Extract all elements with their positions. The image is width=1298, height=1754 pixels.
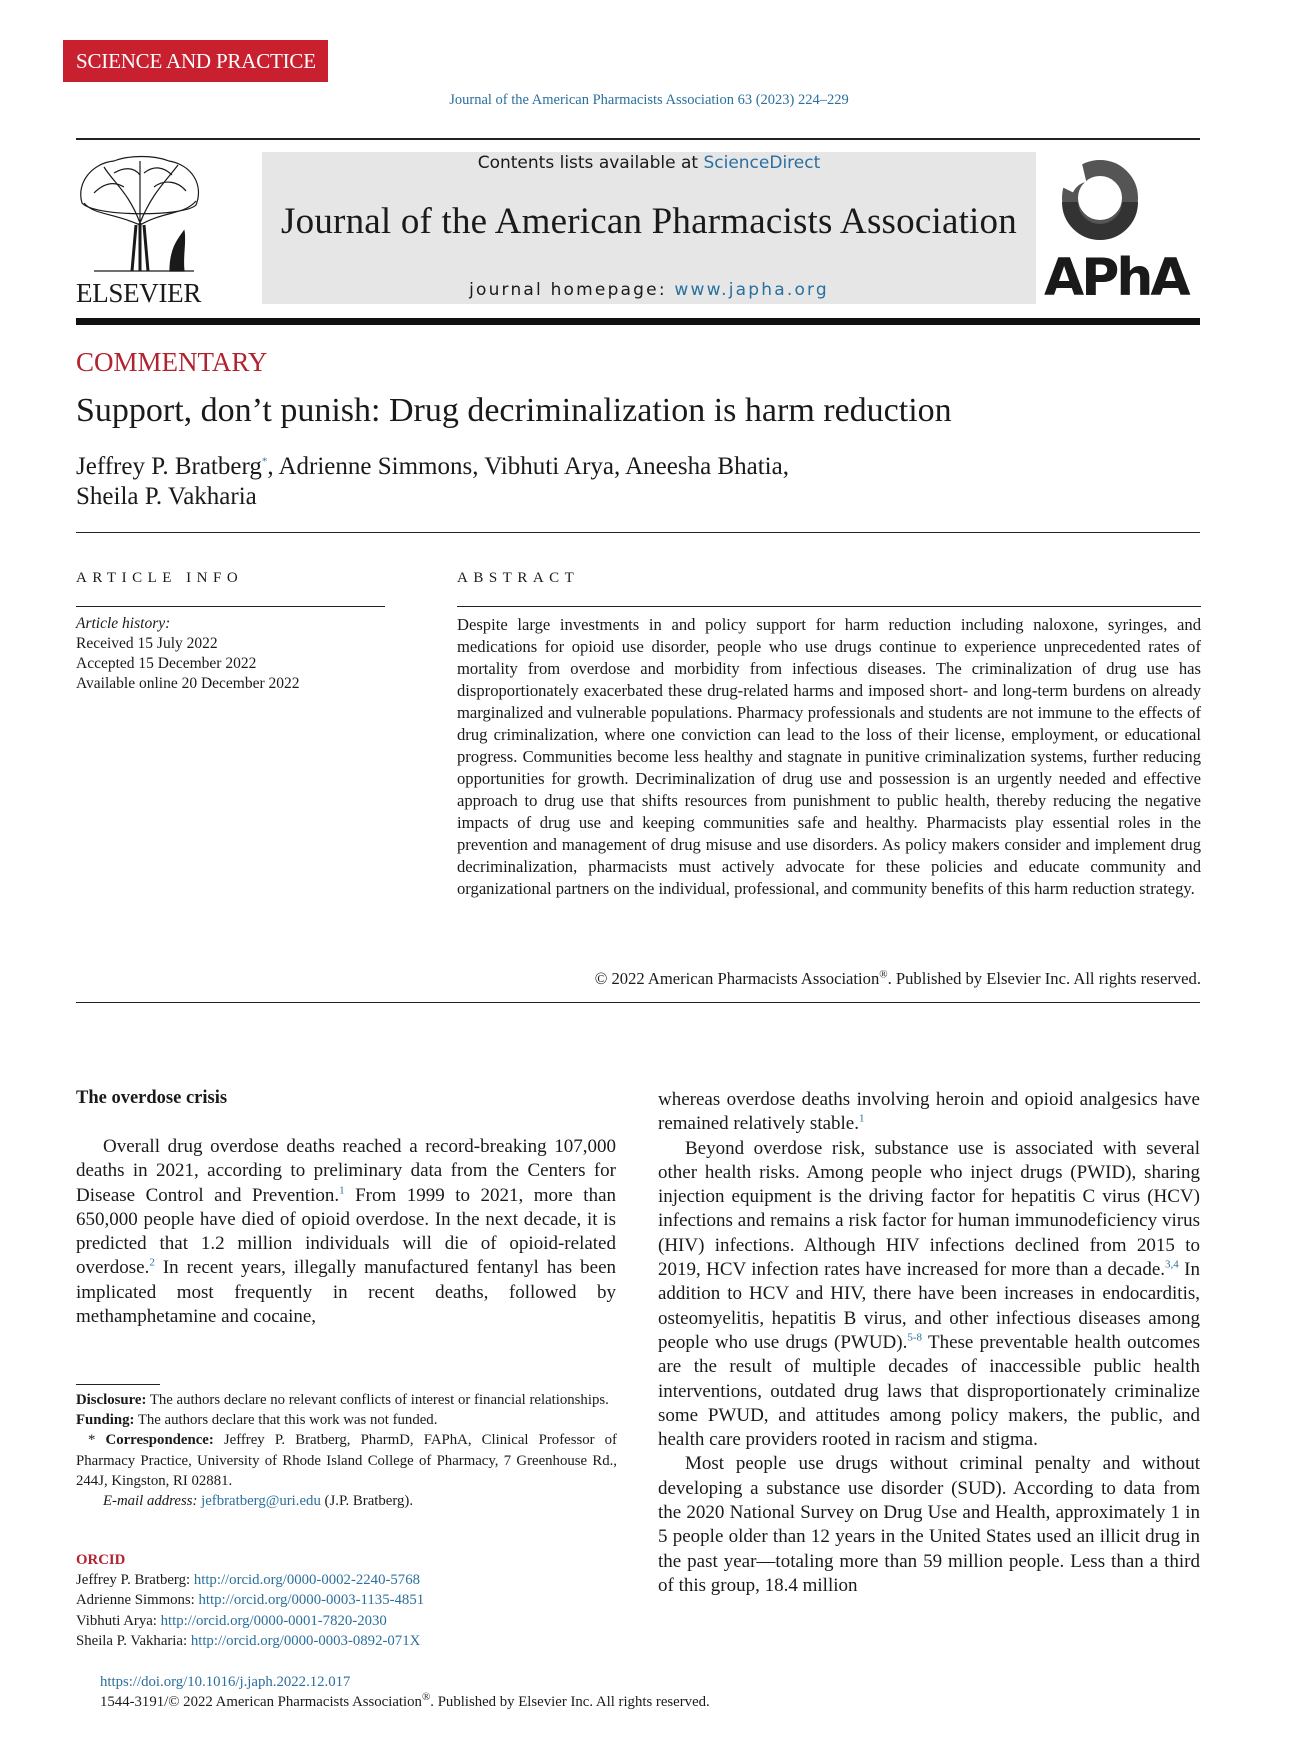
abstract-rule <box>457 606 1201 607</box>
authors-rest: , Adrienne Simmons, Vibhuti Arya, Aneesha Bhatia, <box>267 453 789 480</box>
ref-link[interactable]: 5-8 <box>907 1331 923 1344</box>
body-right-column <box>658 1088 1200 1598</box>
orcid-name: Jeffrey P. Bratberg: <box>76 1572 194 1589</box>
journal-homepage-line <box>262 280 1036 300</box>
funding-text: The authors declare that this work was not funded. <box>134 1412 438 1429</box>
ref-link[interactable]: 2 <box>149 1257 155 1270</box>
orcid-link[interactable]: http://orcid.org/0000-0003-0892-071X <box>190 1632 421 1649</box>
history-label: Article history: <box>76 615 171 632</box>
journal-title: Journal of the American Pharmacists Association <box>281 201 1017 242</box>
orcid-name: Adrienne Simmons: <box>76 1592 199 1609</box>
correspondence-note <box>76 1430 617 1491</box>
contents-prefix: Contents lists available at <box>477 153 704 173</box>
email-note <box>76 1491 617 1511</box>
text-run: These preventable health outcomes are the result of multiple decades of inaccessible public health interventions, outdated drug laws that disproportionately criminalize some PWUD, and attitudes among policy makers, the public, and health care providers rooted in racism and stigma. <box>658 1331 1200 1451</box>
disclosure-note <box>76 1390 617 1410</box>
orcid-link[interactable]: http://orcid.org/0000-0001-7820-2030 <box>160 1612 387 1629</box>
disclosure-text: The authors declare no relevant conflicts of interest or financial relationships. <box>146 1392 609 1408</box>
received-date: Received 15 July 2022 <box>76 635 218 652</box>
text-run: In addition to HCV and HIV, there have been increases in endocarditis, osteomyelitis, hepatitis B virus, and other infectious diseases among people who use drugs (PWUD). <box>658 1259 1200 1353</box>
email-suffix: (J.P. Bratberg). <box>320 1493 414 1510</box>
abstract-bottom-rule <box>76 1002 1200 1003</box>
corr-marker: * <box>88 1432 96 1449</box>
page-footer <box>100 1672 710 1712</box>
author-list <box>76 452 956 512</box>
issn-a: 1544-3191/© 2022 American Pharmacists Association <box>100 1694 422 1710</box>
copyright-b: . Published by Elsevier Inc. All rights reserved. <box>887 969 1201 988</box>
article-info-rule <box>76 606 385 607</box>
ref-link[interactable]: 3,4 <box>1165 1258 1179 1271</box>
sciencedirect-link[interactable]: ScienceDirect <box>703 153 821 173</box>
corresponding-author-marker[interactable]: * <box>261 455 268 468</box>
corr-label: Correspondence: <box>95 1432 214 1449</box>
funding-note <box>76 1410 617 1430</box>
text-run: From 1999 to 2021, more than 650,000 people have died of opioid overdose. In the next decade, it is predicted that 1.2 million individuals will die of opioid-related overdose. <box>76 1184 617 1279</box>
author-vakharia: Sheila P. Vakharia <box>76 483 257 510</box>
masthead-rule <box>76 318 1200 325</box>
accepted-date: Accepted 15 December 2022 <box>76 655 257 672</box>
email-label: E-mail address: <box>103 1493 198 1510</box>
authors-rule <box>76 532 1200 533</box>
registered-mark: ® <box>879 968 888 981</box>
corr-text: Jeffrey P. Bratberg, PharmD, FAPhA, Clinical Professor of Pharmacy Practice, University of Rhode Island College of Pharmacy, 7 Greenhouse Rd., 244J, Kingston, RI 02881. <box>76 1432 617 1489</box>
apha-wordmark: APhA <box>1044 248 1188 308</box>
apha-ring-logo-icon <box>1040 158 1150 247</box>
footnotes <box>76 1390 617 1511</box>
ref-link[interactable]: 1 <box>859 1112 865 1125</box>
article-info-heading: ARTICLE INFO <box>76 570 244 586</box>
doi-link[interactable]: https://doi.org/10.1016/j.japh.2022.12.017 <box>100 1674 351 1690</box>
abstract-text: Despite large investments in and policy support for harm reduction including naloxone, syringes, and medications for opioid use disorder, people who use drugs continue to experience unprecedented rates of mortality from overdose and morbidity from infectious diseases. The criminalization of drug use has disproportionately exacerbated these drug-related harms and imposed short- and long-term burdens on already marginalized and vulnerable populations. Pharmacy professionals and students are not immune to the effects of drug criminalization, where one conviction can lead to the loss of their license, employment, or educational progress. Communities become less healthy and stagnate in punitive criminalization systems, further reducing opportunities for growth. Decriminalization of drug use and possession is an urgently needed and effective approach to drug use that shifts resources from punishment to public health, thereby reducing the negative impacts of drug use and keeping communities safe and healthy. Pharmacists play essential roles in the prevention and management of drug misuse and use disorders. As policy makers consider and implement drug decriminalization, pharmacists must actively advocate for these policies and educate community and organizational partners on the individual, professional, and community benefits of this harm reduction strategy. <box>457 615 1201 898</box>
ref-link[interactable]: 1 <box>339 1184 345 1197</box>
elsevier-tree-logo-icon <box>74 153 206 278</box>
header-rule <box>76 138 1200 140</box>
body-left-column <box>76 1135 616 1329</box>
orcid-entry <box>76 1611 424 1631</box>
article-history <box>76 614 300 694</box>
abstract-heading: ABSTRACT <box>457 570 580 586</box>
paragraph <box>76 1135 616 1329</box>
online-date: Available online 20 December 2022 <box>76 675 300 692</box>
orcid-entry <box>76 1631 424 1651</box>
text-run: whereas overdose deaths involving heroin and opioid analgesics have remained relatively stable. <box>658 1089 1200 1135</box>
contents-line <box>262 153 1036 173</box>
section-tag: SCIENCE AND PRACTICE <box>63 40 328 82</box>
paragraph <box>658 1137 1200 1453</box>
homepage-link[interactable]: www.japha.org <box>674 280 829 300</box>
orcid-entry <box>76 1590 424 1610</box>
paragraph <box>658 1088 1200 1137</box>
orcid-link[interactable]: http://orcid.org/0000-0003-1135-4851 <box>198 1592 425 1609</box>
orcid-name: Vibhuti Arya: <box>76 1612 161 1629</box>
orcid-link[interactable]: http://orcid.org/0000-0002-2240-5768 <box>193 1572 420 1589</box>
orcid-title: ORCID <box>76 1552 126 1568</box>
article-category: COMMENTARY <box>76 347 268 377</box>
homepage-prefix: journal homepage: <box>469 280 675 300</box>
article-title: Support, don’t punish: Drug decriminalization is harm reduction <box>76 392 952 429</box>
footnote-rule <box>76 1384 160 1385</box>
registered-mark: ® <box>421 1691 431 1704</box>
email-link[interactable]: jefbratberg@uri.edu <box>201 1493 321 1510</box>
funding-label: Funding: <box>76 1412 135 1429</box>
author-bratberg: Jeffrey P. Bratberg <box>76 453 262 480</box>
section-heading: The overdose crisis <box>76 1088 228 1108</box>
text-run: Overall drug overdose deaths reached a record-breaking 107,000 deaths in 2021, according to preliminary data from the Centers for Disease Control and Prevention. <box>76 1136 616 1206</box>
text-run: Beyond overdose risk, substance use is associated with several other health risks. Among people who inject drugs (PWID), sharing injection equipment is the driving factor for hepatitis C virus (HCV) infections and remains a risk factor for human immunodeficiency virus (HIV) infections. Although HIV infections declined from 2015 to 2019, HCV infection rates have increased for more than a decade. <box>658 1137 1200 1281</box>
orcid-block <box>76 1550 424 1651</box>
paragraph: Most people use drugs without criminal penalty and without developing a substance use disorder (SUD). According to data from the 2020 National Survey on Drug Use and Health, approximately 1 in 5 people older than 12 years in the United States used an illicit drug in the past year—totaling more than 59 million people. Less than a third of this group, 18.4 million <box>658 1453 1200 1596</box>
abstract-copyright <box>457 969 1201 989</box>
issn-line <box>100 1692 710 1712</box>
orcid-entry <box>76 1570 424 1590</box>
journal-citation-link[interactable]: Journal of the American Pharmacists Association 63 (2023) 224–229 <box>449 92 849 108</box>
copyright-a: © 2022 American Pharmacists Association <box>594 969 880 988</box>
elsevier-wordmark: ELSEVIER <box>76 278 202 308</box>
orcid-name: Sheila P. Vakharia: <box>76 1632 191 1649</box>
issn-b: . Published by Elsevier Inc. All rights reserved. <box>430 1694 710 1710</box>
disclosure-label: Disclosure: <box>76 1392 147 1408</box>
text-run: In recent years, illegally manufactured fentanyl has been implicated most frequently in recent deaths, followed by methamphetamine and cocaine, <box>76 1257 616 1328</box>
